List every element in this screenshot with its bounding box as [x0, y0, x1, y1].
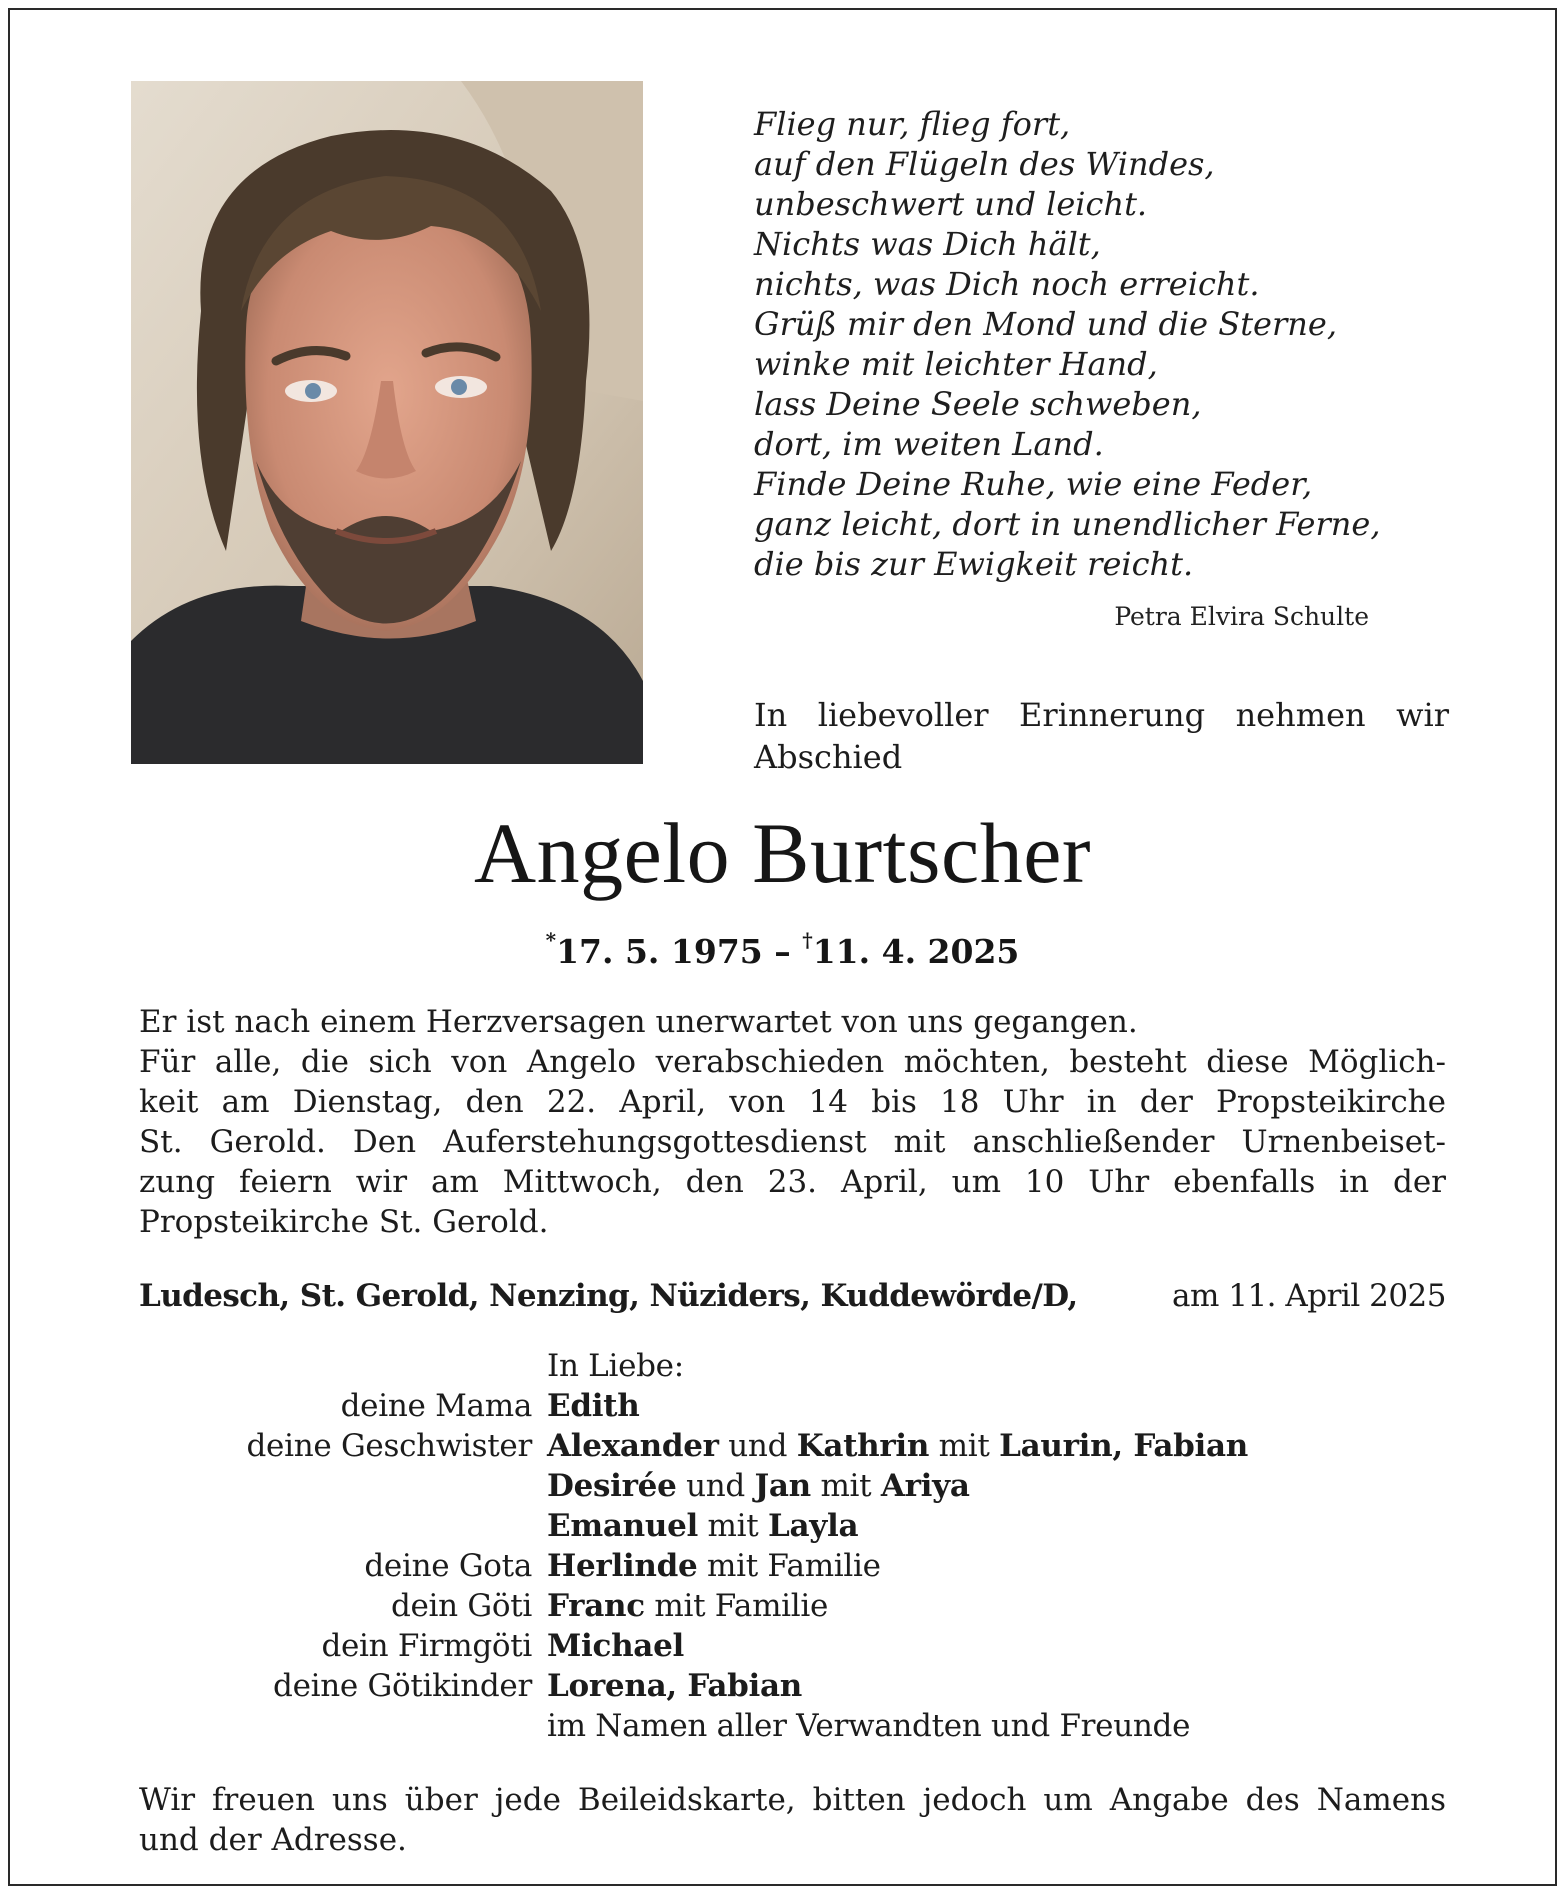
poem-line: lass Deine Seele schweben,: [754, 385, 1202, 423]
family-member-name: Herlinde: [547, 1548, 698, 1584]
family-relation: deine Geschwister: [246, 1428, 532, 1464]
family-member-name: Layla: [767, 1508, 859, 1544]
poem-line: unbeschwert und leicht.: [754, 185, 1148, 223]
family-row: [139, 1626, 1446, 1666]
poem-line: winke mit leichter Hand,: [754, 345, 1158, 383]
family-relation: [139, 1466, 547, 1506]
date-separator: –: [762, 932, 803, 971]
text-line: Er ist nach einem Herzversagen unerwartet von uns gegangen.: [139, 1004, 1138, 1040]
family-names: [547, 1586, 828, 1626]
poem: [754, 104, 1454, 584]
birth-date: 17. 5. 1975: [556, 932, 763, 971]
portrait-image: [131, 81, 643, 764]
portrait-photo: [131, 81, 643, 764]
family-list: [139, 1346, 1446, 1746]
footer-line: und der Adresse.: [139, 1822, 407, 1858]
family-relation: dein Göti: [390, 1588, 532, 1624]
poem-line: die bis zur Ewigkeit reicht.: [754, 545, 1194, 583]
poem-line: Nichts was Dich hält,: [754, 225, 1101, 263]
family-names: [547, 1386, 639, 1426]
text-line: St. Gerold. Den Auferstehungsgottesdienst mit anschließender Urnenbeiset-: [139, 1124, 1446, 1160]
family-names: [547, 1506, 858, 1546]
death-symbol: †: [802, 928, 813, 952]
poem-line: nichts, was Dich noch erreicht.: [754, 265, 1260, 303]
birth-symbol: *: [545, 928, 557, 952]
text-line: zung feiern wir am Mittwoch, den 23. April, um 10 Uhr ebenfalls in der: [139, 1164, 1446, 1200]
family-member-name: Emanuel: [547, 1508, 698, 1544]
family-relation: deine Gota: [364, 1548, 532, 1584]
family-names: [547, 1666, 802, 1706]
poem-line: auf den Flügeln des Windes,: [754, 145, 1215, 183]
family-row: [139, 1586, 1446, 1626]
footer-note: [139, 1780, 1446, 1860]
family-connector: mit: [810, 1468, 881, 1504]
family-relation: [139, 1506, 547, 1546]
family-connector: im Namen aller Verwandten und Freunde: [547, 1708, 1191, 1744]
family-member-name: Ariya: [880, 1468, 970, 1504]
family-row: [139, 1426, 1446, 1466]
poem-author: Petra Elvira Schulte: [1114, 602, 1369, 631]
family-connector: mit Familie: [644, 1588, 829, 1624]
family-member-name: Desirée: [547, 1468, 677, 1504]
family-connector: und: [676, 1468, 755, 1504]
deceased-name: Angelo Burtscher: [473, 805, 1091, 901]
text-line: Propsteikirche St. Gerold.: [139, 1204, 549, 1240]
family-row: [139, 1666, 1446, 1706]
death-date: 11. 4. 2025: [812, 932, 1020, 971]
family-row: [139, 1506, 1446, 1546]
family-intro-row: [139, 1346, 1446, 1386]
family-member-name: Lorena, Fabian: [547, 1668, 803, 1704]
poem-line: dort, im weiten Land.: [754, 425, 1104, 463]
obituary-notice: [8, 8, 1557, 1886]
family-names: [547, 1706, 1190, 1746]
text-line: keit am Dienstag, den 22. April, von 14 bis 18 Uhr in der Propsteikirche: [139, 1084, 1446, 1120]
family-names: [547, 1546, 881, 1586]
poem-line: Grüß mir den Mond und die Sterne,: [754, 305, 1337, 343]
announcement-text: [139, 1002, 1446, 1242]
footer-line: Wir freuen uns über jede Beileidskarte, bitten jedoch um Angabe des Namens: [139, 1782, 1446, 1818]
family-connector: mit Familie: [697, 1548, 881, 1584]
family-member-name: Laurin, Fabian: [999, 1428, 1249, 1464]
family-names: [547, 1426, 1248, 1466]
family-member-name: Jan: [754, 1468, 811, 1504]
text-line: Für alle, die sich von Angelo verabschieden möchten, besteht diese Möglich-: [139, 1044, 1446, 1080]
family-connector: und: [718, 1428, 797, 1464]
family-member-name: Franc: [547, 1588, 645, 1624]
farewell-intro: [754, 694, 1449, 778]
family-relation: deine Götikinder: [273, 1668, 532, 1704]
family-relation: [139, 1706, 547, 1746]
location-places: Ludesch, St. Gerold, Nenzing, Nüziders, Kuddewörde/D,: [139, 1278, 1078, 1314]
intro-line: Abschied: [754, 738, 903, 776]
intro-line: In liebevoller Erinnerung nehmen wir: [754, 696, 1449, 734]
family-member-name: Kathrin: [796, 1428, 930, 1464]
family-row: [139, 1546, 1446, 1586]
life-dates: [10, 928, 1555, 971]
location-line: [139, 1276, 1446, 1316]
poem-line: Finde Deine Ruhe, wie eine Feder,: [754, 465, 1313, 503]
family-relation: deine Mama: [340, 1388, 532, 1424]
family-row: [139, 1706, 1446, 1746]
poem-line: Flieg nur, flieg fort,: [754, 105, 1071, 143]
family-member-name: Michael: [547, 1628, 684, 1664]
family-connector: mit: [698, 1508, 768, 1544]
poem-line: ganz leicht, dort in unendlicher Ferne,: [754, 505, 1381, 543]
family-member-name: Edith: [547, 1388, 640, 1424]
family-intro: In Liebe:: [547, 1348, 684, 1384]
family-relation: dein Firmgöti: [321, 1628, 532, 1664]
family-row: [139, 1386, 1446, 1426]
family-row: [139, 1466, 1446, 1506]
family-names: [547, 1626, 684, 1666]
family-connector: mit: [929, 1428, 1000, 1464]
family-names: [547, 1466, 970, 1506]
location-date: am 11. April 2025: [1171, 1278, 1446, 1314]
family-member-name: Alexander: [547, 1428, 719, 1464]
